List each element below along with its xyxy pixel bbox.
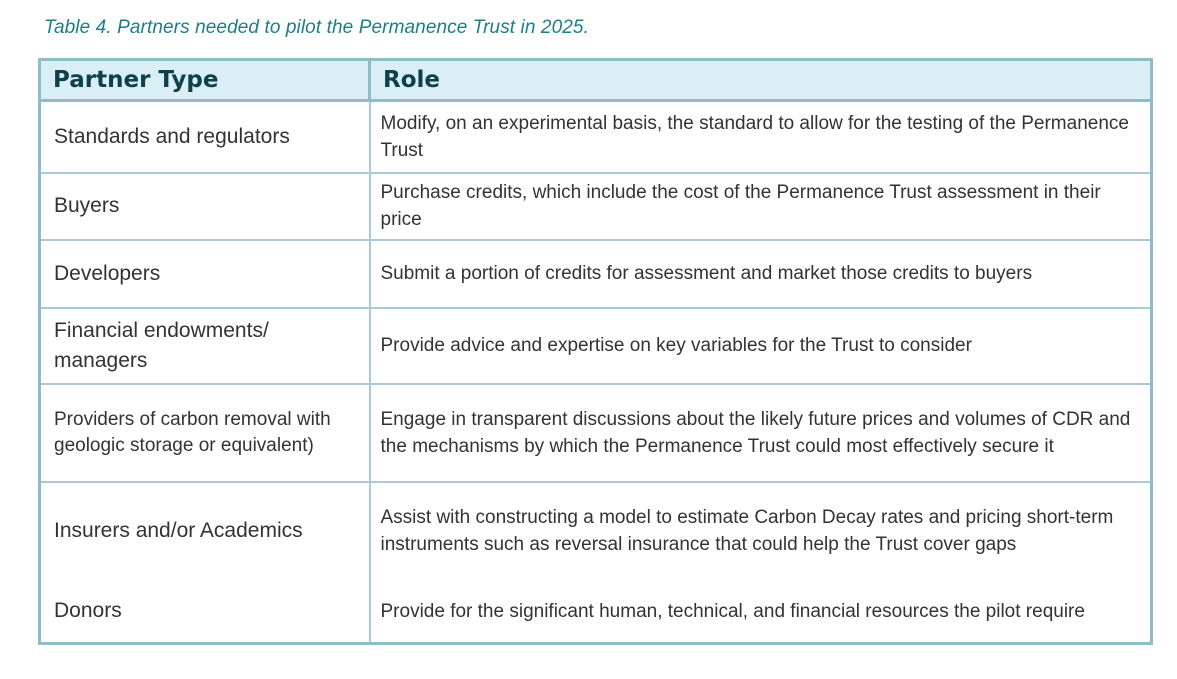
role-cell: Engage in transparent discussions about the likely future prices and volumes of CDR and the mechanisms by which the Permanence Trust could most effectively secure it xyxy=(370,384,1152,482)
partner-type-cell: Buyers xyxy=(40,173,370,240)
table-row xyxy=(40,482,1152,580)
partner-type-cell: Donors xyxy=(40,580,370,644)
table-row xyxy=(40,101,1152,173)
partner-type-cell: Standards and regulators xyxy=(40,101,370,173)
partner-type-cell: Financial endowments/ managers xyxy=(40,308,370,384)
partners-table xyxy=(38,58,1153,645)
table-row xyxy=(40,173,1152,240)
column-header-partner-type: Partner Type xyxy=(40,60,370,101)
role-cell: Submit a portion of credits for assessment and market those credits to buyers xyxy=(370,240,1152,308)
table-row xyxy=(40,580,1152,644)
table-caption: Table 4. Partners needed to pilot the Permanence Trust in 2025. xyxy=(44,17,589,38)
role-cell: Provide advice and expertise on key variables for the Trust to consider xyxy=(370,308,1152,384)
table-row xyxy=(40,384,1152,482)
role-cell: Purchase credits, which include the cost of the Permanence Trust assessment in their price xyxy=(370,173,1152,240)
table-row xyxy=(40,240,1152,308)
partner-type-cell: Insurers and/or Academics xyxy=(40,482,370,580)
column-header-role: Role xyxy=(370,60,1152,101)
role-cell: Provide for the significant human, technical, and financial resources the pilot require xyxy=(370,580,1152,644)
role-cell: Assist with constructing a model to estimate Carbon Decay rates and pricing short-term instruments such as reversal insurance that could help the Trust cover gaps xyxy=(370,482,1152,580)
role-cell: Modify, on an experimental basis, the standard to allow for the testing of the Permanence Trust xyxy=(370,101,1152,173)
partner-type-cell: Developers xyxy=(40,240,370,308)
table-header-row xyxy=(40,60,1152,101)
table-row xyxy=(40,308,1152,384)
partner-type-cell: Providers of carbon removal with geologic storage or equivalent) xyxy=(40,384,370,482)
